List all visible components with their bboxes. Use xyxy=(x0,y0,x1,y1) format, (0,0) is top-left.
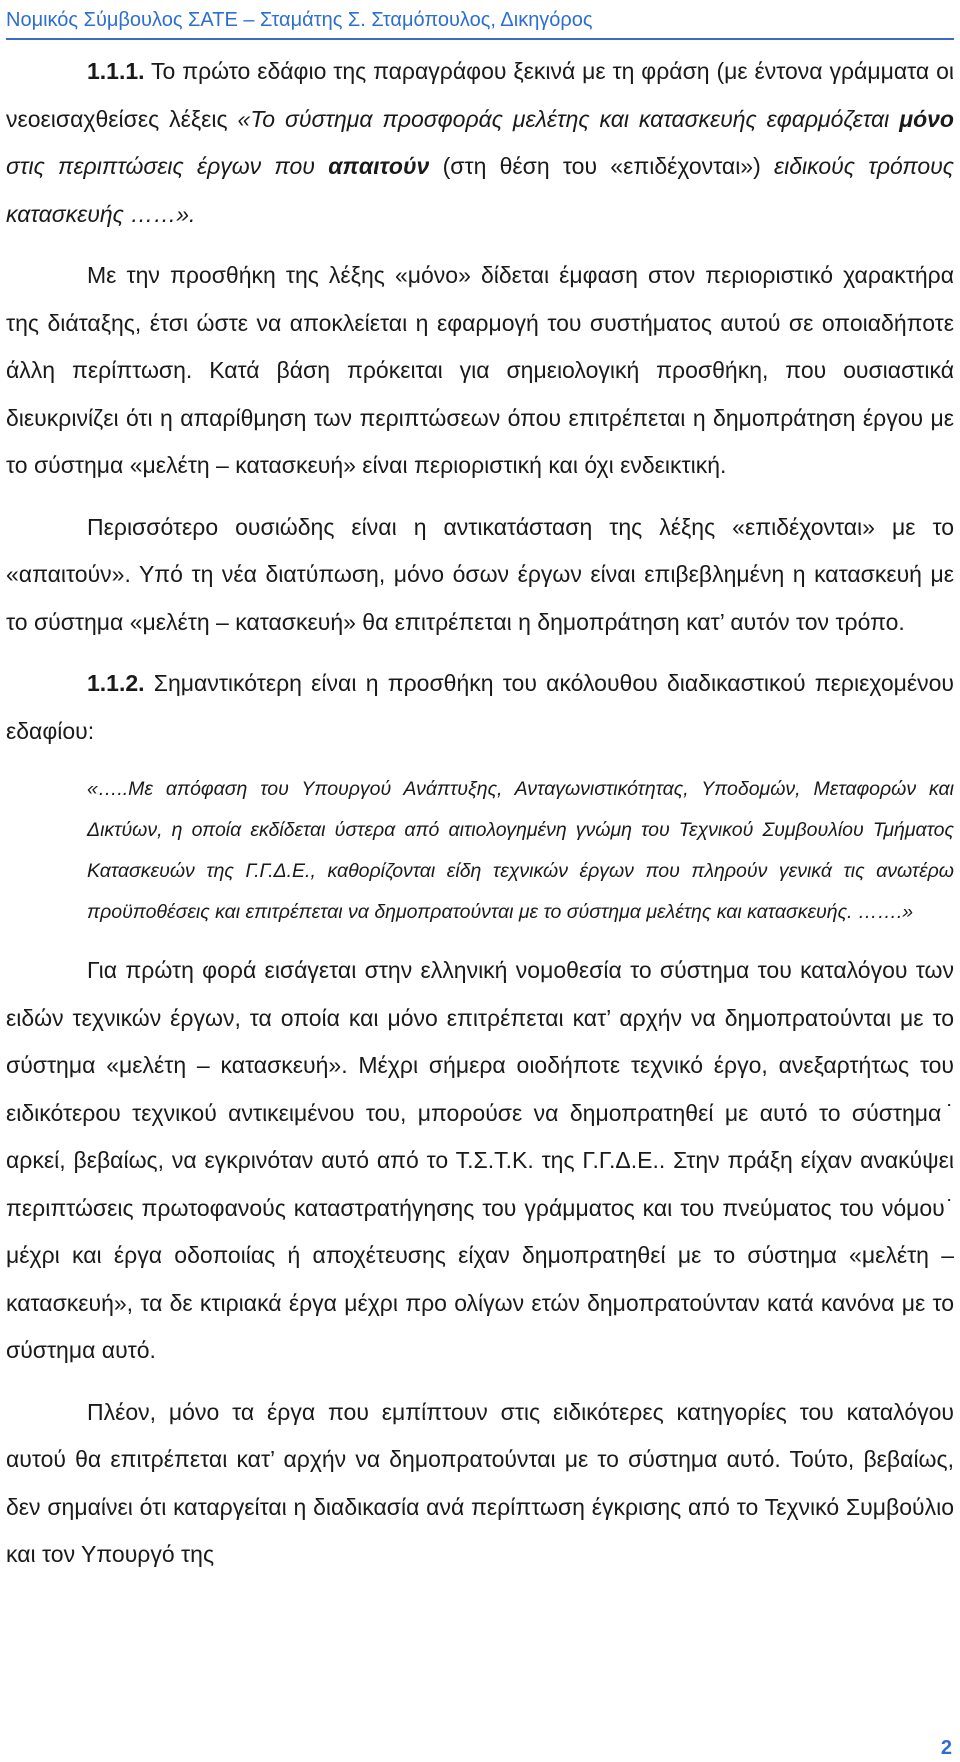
quote-run: ειδικούς τρόπους κατασκευής ……». xyxy=(6,153,954,227)
page-header xyxy=(6,6,954,40)
paragraph: Περισσότερο ουσιώδης είναι η αντικατάσταση της λέξης «επιδέχονται» με το «απαιτούν». Υπό τη νέα διατύπωση, μόνο όσων έργων είναι επιβεβλημένη η κατασκευή με το σύστημα «μελέτη – κατασκευή» θα επιτρέπεται η δημοπράτηση κατ’ αυτόν τον τρόπο. xyxy=(6,513,954,635)
quote-emphasis-apaitoun: απαιτούν xyxy=(328,153,430,179)
paragraph: Για πρώτη φορά εισάγεται στην ελληνική νομοθεσία το σύστημα του καταλόγου των ειδών τεχνικών έργων, τα οποία και μόνο επιτρέπεται κατ’ αρχήν να δημοπρατούνται με το σύστημα «μελέτη – κατασκευή». Μέχρι σήμερα οιοδήποτε τεχνικό έργο, ανεξαρτήτως του ειδικότερου τεχνικού αντικειμένου του, μπορούσε να δημοπρατηθεί με αυτό το σύστημα˙ αρκεί, βεβαίως, να εγκρινόταν αυτό από το Τ.Σ.Τ.Κ. της Γ.Γ.Δ.Ε.. Στην πράξη είχαν ανακύψει περιπτώσεις πρωτοφανούς καταστρατήγησης του γράμματος και του πνεύματος του νόμου˙ μέχρι και έργα οδοποιίας ή αποχέτευσης είχαν δημοπρατηθεί με το σύστημα «μελέτη – κατασκευή», τα δε κτιριακά έργα μέχρι προ ολίγων ετών δημοπρατούνταν κατά κανόνα με το σύστημα αυτό. xyxy=(6,957,954,1363)
quote-run: στις περιπτώσεις έργων που xyxy=(6,153,329,179)
quoted-provision: «…..Με απόφαση του Υπουργού Ανάπτυξης, Ανταγωνιστικότητας, Υποδομών, Μεταφορών και Δικτύων, η οποία εκδίδεται ύστερα από αιτιολογημένη γνώμη του Τεχνικού Συμβουλίου Τμήματος Κατασκευών της Γ.Γ.Δ.Ε., καθορίζονται είδη τεχνικών έργων που πληρούν γενικά τις ανωτέρω προϋποθέσεις και επιτρέπεται να δημοπρατούνται με το σύστημα μελέτης και κατασκευής. …….» xyxy=(87,778,954,923)
section-number-1-1-1: 1.1.1. xyxy=(87,58,145,84)
document-body xyxy=(6,48,954,1579)
paragraph: Με την προσθήκη της λέξης «μόνο» δίδεται έμφαση στον περιοριστικό χαρακτήρα της διάταξης, έτσι ώστε να αποκλείεται η εφαρμογή του συστήματος αυτού σε οποιαδήποτε άλλη περίπτωση. Κατά βάση πρόκειται για σημειολογική προσθήκη, που ουσιαστικά διευκρινίζει ότι η απαρίθμηση των περιπτώσεων όπου επιτρέπεται η δημοπράτηση έργου με το σύστημα «μελέτη – κατασκευή» είναι περιοριστική και όχι ενδεικτική. xyxy=(6,262,954,478)
text-run: Σημαντικότερη είναι η προσθήκη του ακόλουθου διαδικαστικού περιεχομένου εδαφίου: xyxy=(6,670,954,744)
page-number: 2 xyxy=(940,1737,952,1759)
header-text: Νομικός Σύμβουλος ΣΑΤΕ – Σταμάτης Σ. Σταμόπουλος, Δικηγόρος xyxy=(6,9,593,31)
section-number-1-1-2: 1.1.2. xyxy=(87,670,145,696)
quote-run: «Το σύστημα προσφοράς μελέτης και κατασκευής εφαρμόζεται xyxy=(237,105,900,132)
paragraph-1-1-1 xyxy=(6,48,954,238)
quote-emphasis-mono: μόνο xyxy=(899,105,954,132)
paragraph: Πλέον, μόνο τα έργα που εμπίπτουν στις ειδικότερες κατηγορίες του καταλόγου αυτού θα επιτρέπεται κατ’ αρχήν να δημοπρατούνται με το σύστημα αυτό. Τούτο, βεβαίως, δεν σημαίνει ότι καταργείται η διαδικασία ανά περίπτωση έγκρισης από το Τεχνικό Συμβούλιο και τον Υπουργό της xyxy=(6,1398,954,1567)
text-run: Το πρώτο εδάφιο της παραγράφου ξεκινά με τη φράση (με έντονα γράμματα οι νεοεισαχθείσες λέξεις xyxy=(6,58,954,132)
text-run: (στη θέση του «επιδέχονται») xyxy=(429,153,775,179)
paragraph-1-1-2 xyxy=(6,660,954,755)
